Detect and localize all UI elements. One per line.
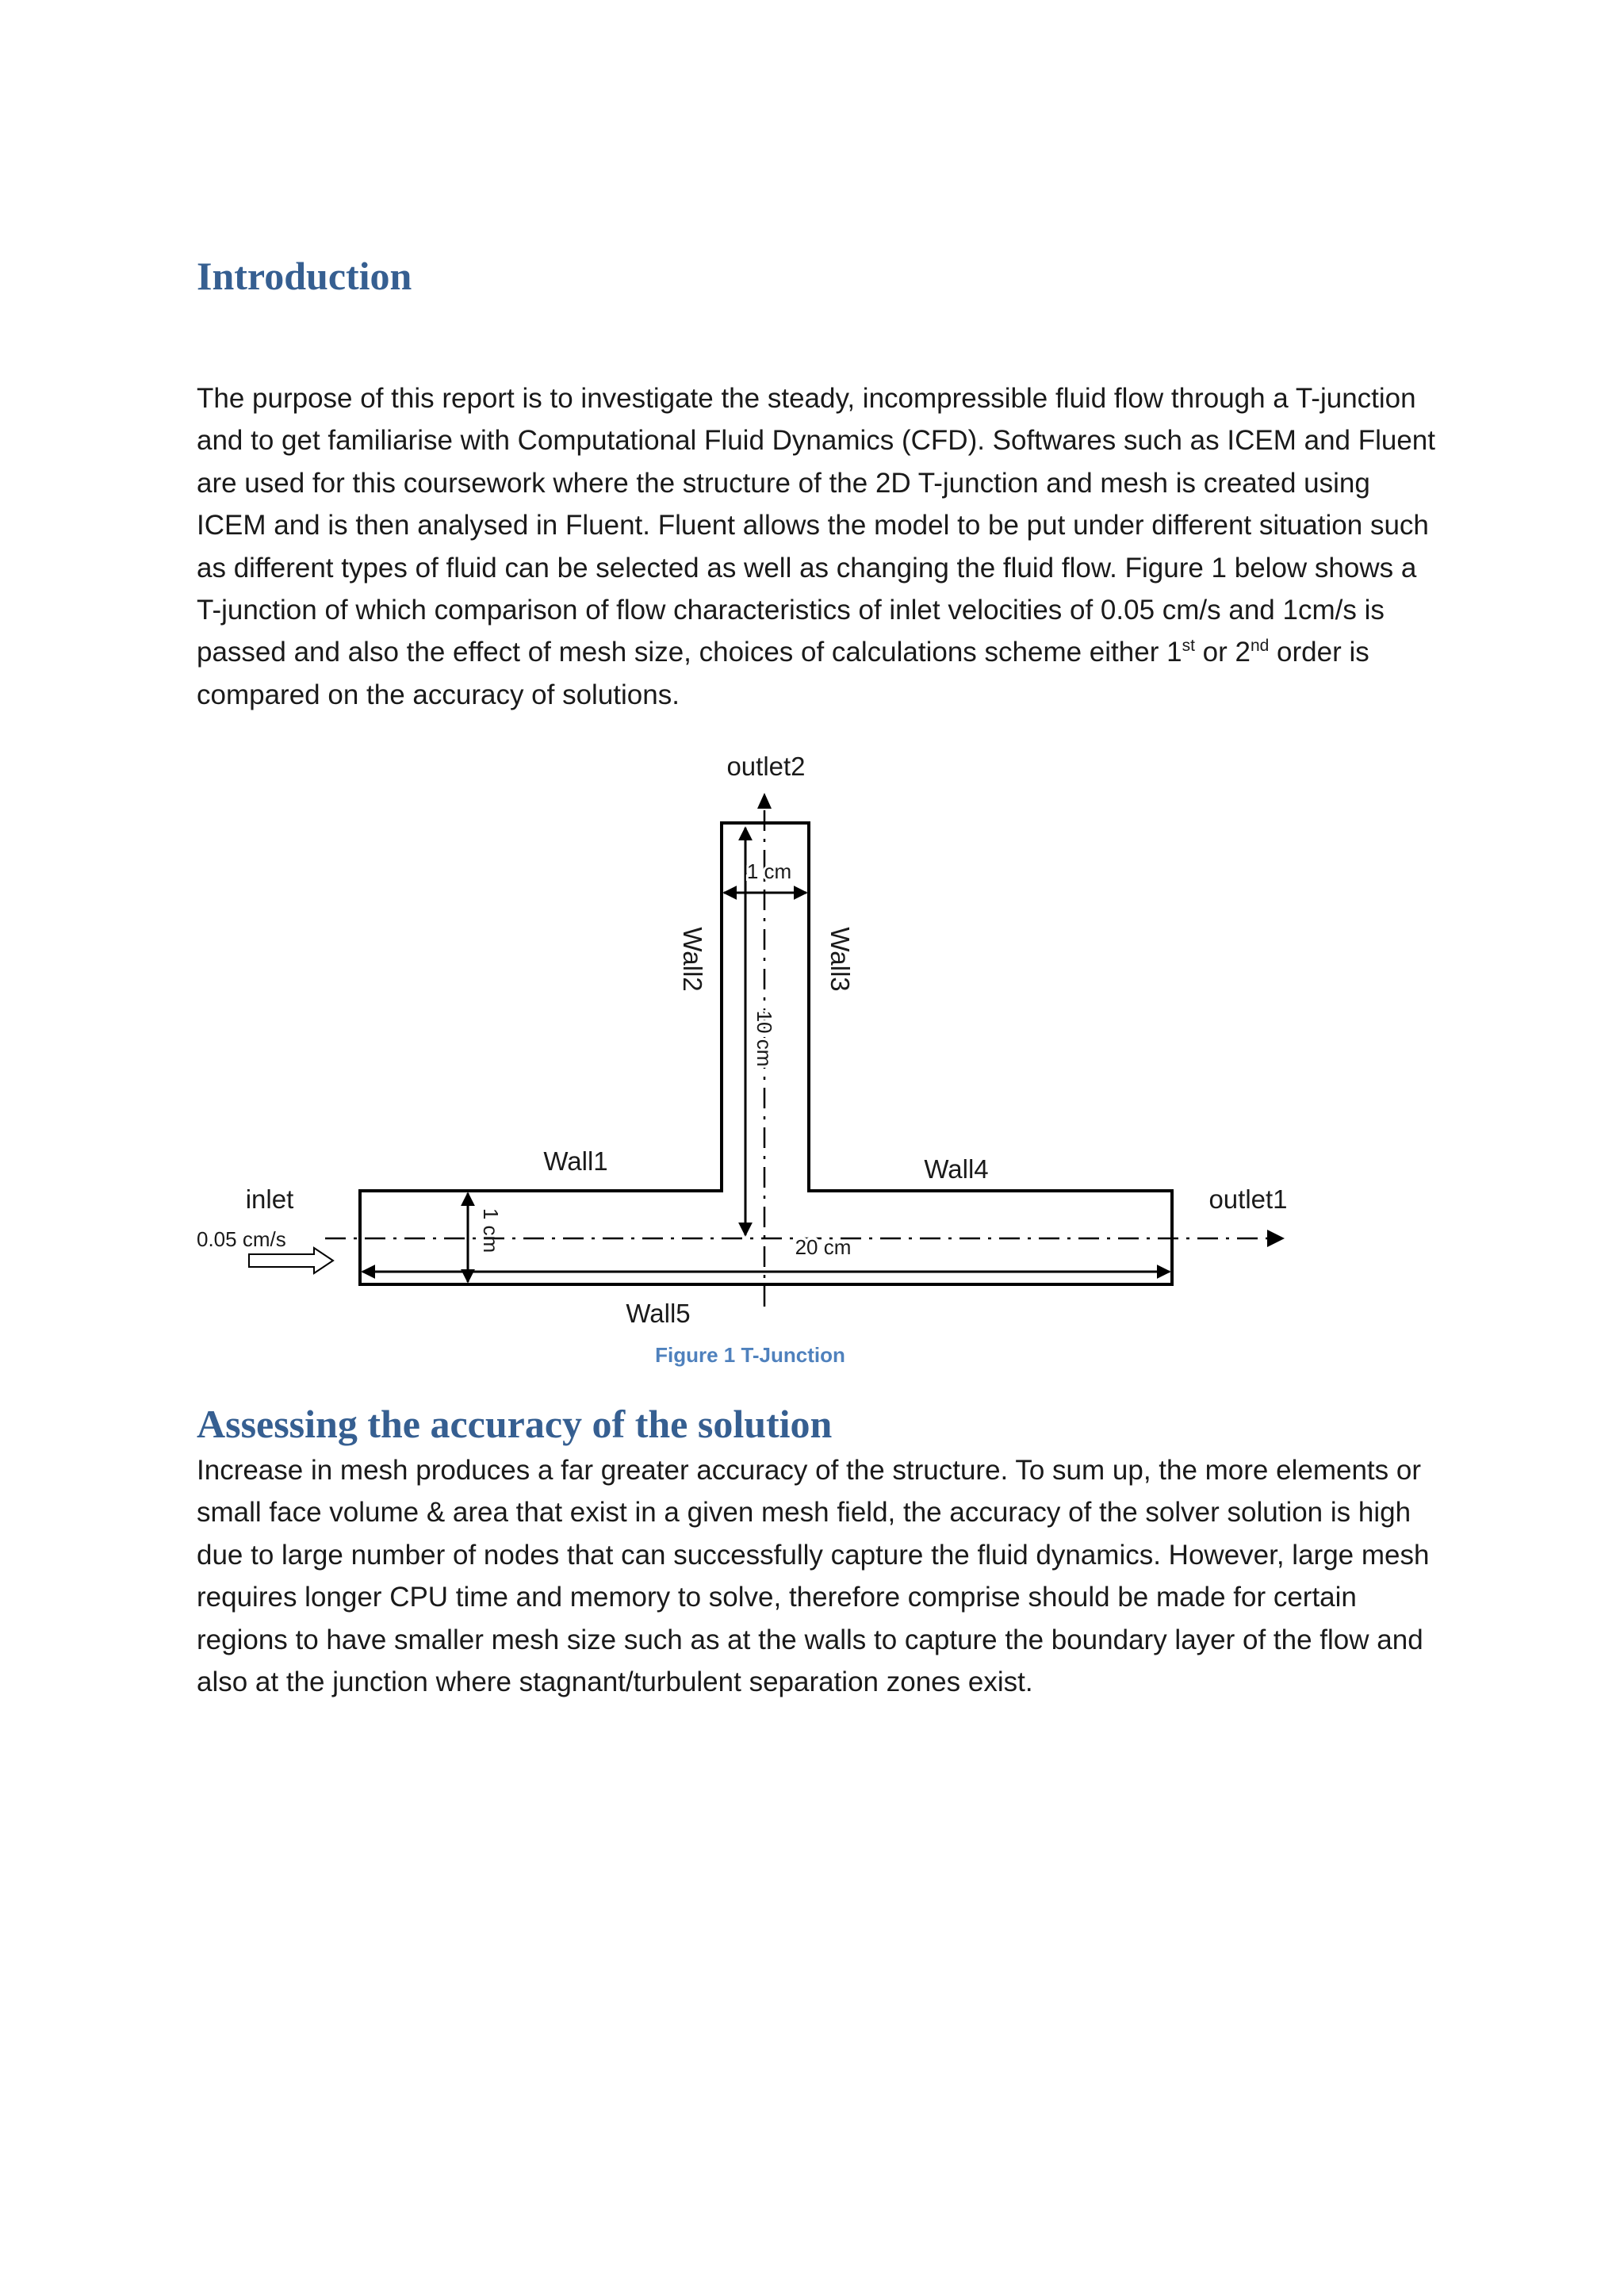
channel-height-label: 1 cm — [479, 1207, 503, 1253]
superscript-nd: nd — [1250, 637, 1270, 656]
outlet2-flow-arrowhead — [757, 793, 772, 809]
outlet1-label: outlet1 — [1208, 1184, 1288, 1214]
accuracy-paragraph: Increase in mesh produces a far greater accuracy of the structure. To sum up, the more elements or small face volume & area that exist in a given mesh field, the accuracy of the solver solution is high due to large number of nodes that can successfully capture the fluid dynamics. However, large mesh requires longer CPU time and memory to solve, therefore comprise should be made for certain regions to have smaller mesh size such as at the walls to capture the boundary layer of the flow and also at the junction where stagnant/turbulent separation zones exist. — [197, 1455, 1430, 1698]
inlet-arrow-icon — [249, 1248, 333, 1273]
wall1-label: Wall1 — [543, 1146, 608, 1176]
inlet-velocity-label: 0.05 cm/s — [197, 1227, 286, 1251]
wall3-label: Wall3 — [825, 927, 855, 992]
figure-caption: Figure 1 T-Junction — [655, 1343, 845, 1367]
t-junction-diagram — [0, 737, 1624, 1372]
intro-text-part1: The purpose of this report is to investigate the steady, incompressible fluid flow through a T-junction and to get familiarise with Computational Fluid Dynamics (CFD). Softwares such as ICEM and Fluent are used for this coursework where the structure of the 2D T-junction and mesh is created using ICEM and is then analysed in Fluent. Fluent allows the model to be put under different situation such as different types of fluid can be selected as well as changing the fluid flow. Figure 1 below shows a T-junction of which comparison of flow characteristics of inlet velocities of 0.05 cm/s and 1cm/s is passed and also the effect of mesh size, choices of calculations scheme either 1 — [197, 383, 1435, 668]
vertical-length-label: 10 cm — [753, 1010, 776, 1067]
horizontal-length-label: 20 cm — [795, 1235, 852, 1259]
introduction-heading: Introduction — [197, 254, 412, 298]
intro-text-part2: or 2 — [1194, 637, 1251, 668]
intro-text-part3: order is compared on the accuracy of solutions. — [197, 637, 1369, 710]
inlet-label: inlet — [245, 1184, 294, 1214]
wall4-label: Wall4 — [924, 1154, 989, 1184]
wall2-label: Wall2 — [678, 927, 707, 992]
branch-width-label: 1 cm — [746, 859, 792, 883]
superscript-st: st — [1182, 637, 1195, 656]
accuracy-heading: Assessing the accuracy of the solution — [197, 1402, 833, 1446]
introduction-paragraph — [197, 377, 1442, 716]
outlet1-flow-arrowhead — [1267, 1230, 1285, 1247]
t-junction-figure — [0, 737, 1624, 1372]
wall5-label: Wall5 — [626, 1299, 691, 1328]
outlet2-label: outlet2 — [726, 752, 806, 781]
